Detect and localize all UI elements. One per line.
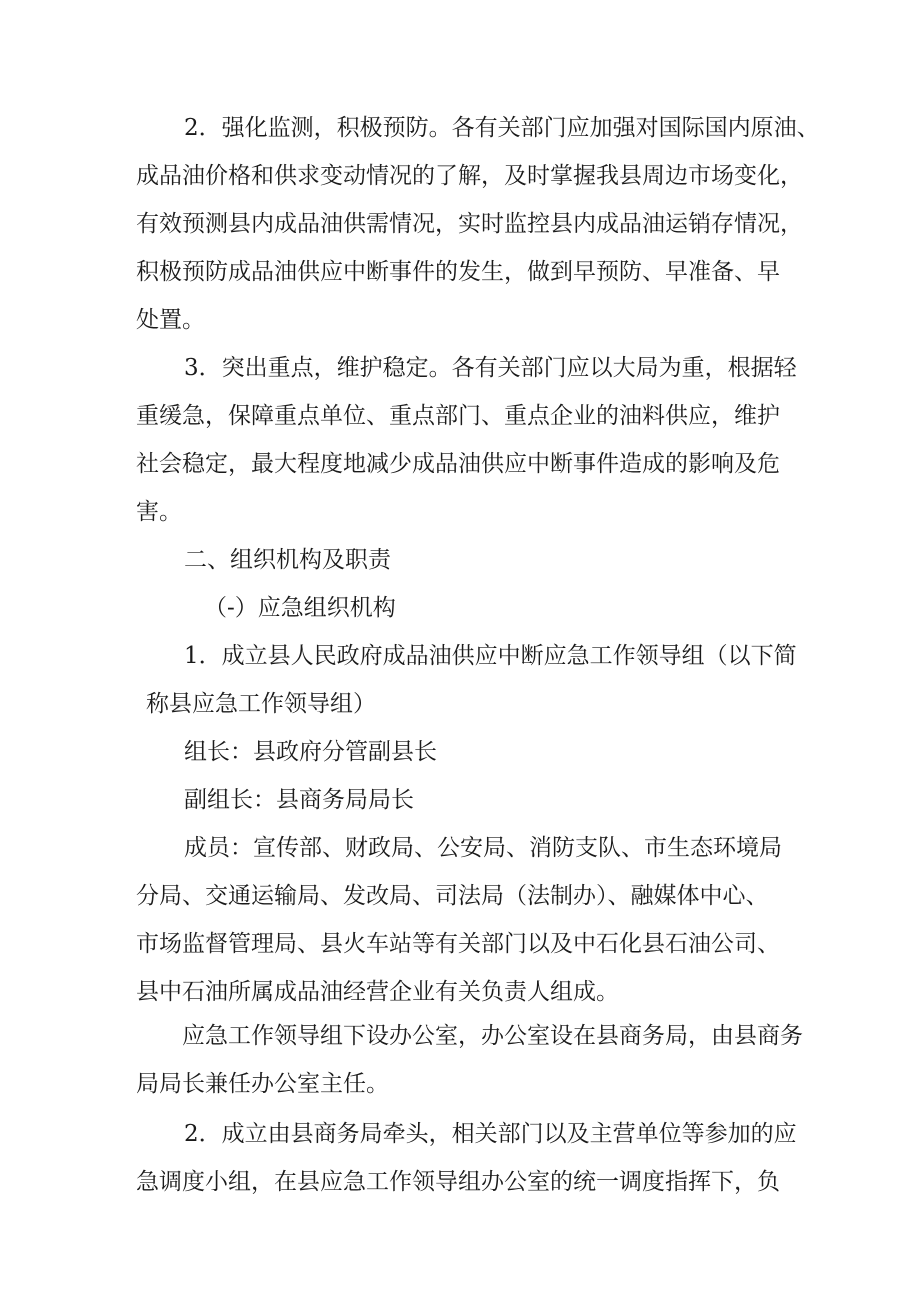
paragraph-line: 副组长：县商务局局长 bbox=[184, 787, 414, 813]
subsection-heading: （-）应急组织机构 bbox=[204, 595, 396, 621]
paragraph-line: 县中石油所属成品油经营企业有关负责人组成。 bbox=[136, 979, 619, 1005]
paragraph-line: 急调度小组，在县应急工作领导组办公室的统一调度指挥下，负 bbox=[136, 1169, 780, 1195]
paragraph-line: 2．强化监测，积极预防。各有关部门应加强对国际国内原油、 bbox=[184, 115, 820, 141]
paragraph-line: 社会稳定，最大程度地减少成品油供应中断事件造成的影响及危 bbox=[136, 451, 780, 477]
paragraph-line: 2．成立由县商务局牵头，相关部门以及主营单位等参加的应 bbox=[184, 1121, 797, 1147]
paragraph-line: 害。 bbox=[136, 499, 182, 525]
paragraph-line: 3．突出重点，维护稳定。各有关部门应以大局为重，根据轻 bbox=[184, 355, 797, 381]
paragraph-line: 1．成立县人民政府成品油供应中断应急工作领导组（以下简 bbox=[184, 643, 797, 669]
paragraph-line: 重缓急，保障重点单位、重点部门、重点企业的油料供应，维护 bbox=[136, 403, 780, 429]
paragraph-line: 应急工作领导组下设办公室，办公室设在县商务局，由县商务 bbox=[182, 1023, 803, 1049]
section-heading: 二、组织机构及职责 bbox=[184, 547, 391, 573]
paragraph-line: 成员：宣传部、财政局、公安局、消防支队、市生态环境局 bbox=[184, 835, 782, 861]
paragraph-line: 成品油价格和供求变动情况的了解，及时掌握我县周边市场变化， bbox=[136, 163, 803, 189]
paragraph-line: 分局、交通运输局、发改局、司法局（法制办）、融媒体中心、 bbox=[136, 883, 769, 909]
paragraph-line: 市场监督管理局、县火车站等有关部门以及中石化县石油公司、 bbox=[136, 931, 780, 957]
paragraph-line: 局局长兼任办公室主任。 bbox=[136, 1071, 389, 1097]
paragraph-line: 处置。 bbox=[136, 307, 205, 333]
paragraph-line: 称县应急工作领导组） bbox=[146, 691, 376, 717]
paragraph-line: 有效预测县内成品油供需情况，实时监控县内成品油运销存情况， bbox=[136, 211, 803, 237]
paragraph-line: 积极预防成品油供应中断事件的发生，做到早预防、早准备、早 bbox=[136, 259, 780, 285]
paragraph-line: 组长：县政府分管副县长 bbox=[184, 739, 437, 765]
